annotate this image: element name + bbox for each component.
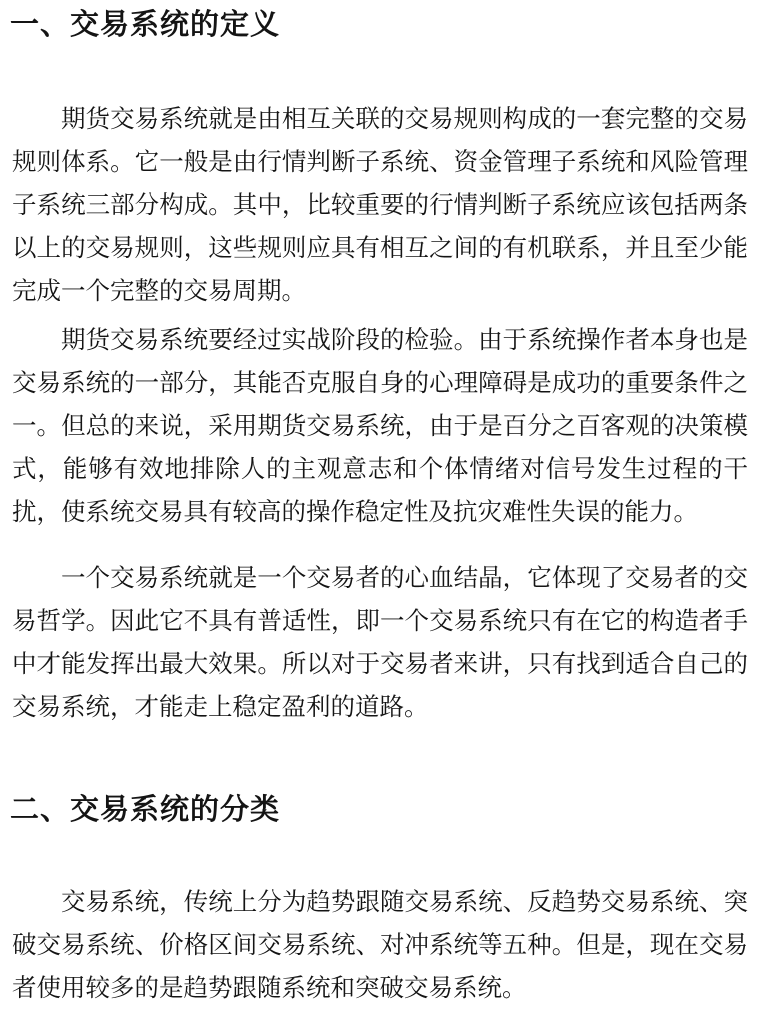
paragraph-definition-3: 一个交易系统就是一个交易者的心血结晶，它体现了交易者的交易哲学。因此它不具有普适性，即一个交易系统只有在它的构造者手中才能发挥出最大效果。所以对于交易者来讲，只有找到适合自己的交易系统，才能走上稳定盈利的道路。 xyxy=(12,563,748,721)
paragraph-classification-1: 交易系统，传统上分为趋势跟随交易系统、反趋势交易系统、突破交易系统、价格区间交易系统、对冲系统等五种。但是，现在交易者使用较多的是趋势跟随系统和突破交易系统。 xyxy=(12,887,748,1002)
section-heading-definition: 一、交易系统的定义 xyxy=(10,7,281,41)
section-heading-classification: 二、交易系统的分类 xyxy=(10,792,281,826)
paragraph-definition-1: 期货交易系统就是由相互关联的交易规则构成的一套完整的交易规则体系。它一般是由行情判断子系统、资金管理子系统和风险管理子系统三部分构成。其中，比较重要的行情判断子系统应该包括两条以上的交易规则，这些规则应具有相互之间的有机联系，并且至少能完成一个完整的交易周期。 xyxy=(12,104,748,305)
paragraph-definition-2: 期货交易系统要经过实战阶段的检验。由于系统操作者本身也是交易系统的一部分，其能否克服自身的心理障碍是成功的重要条件之一。但总的来说，采用期货交易系统，由于是百分之百客观的决策模式，能够有效地排除人的主观意志和个体情绪对信号发生过程的干扰，使系统交易具有较高的操作稳定性及抗灾难性失误的能力。 xyxy=(12,325,748,526)
